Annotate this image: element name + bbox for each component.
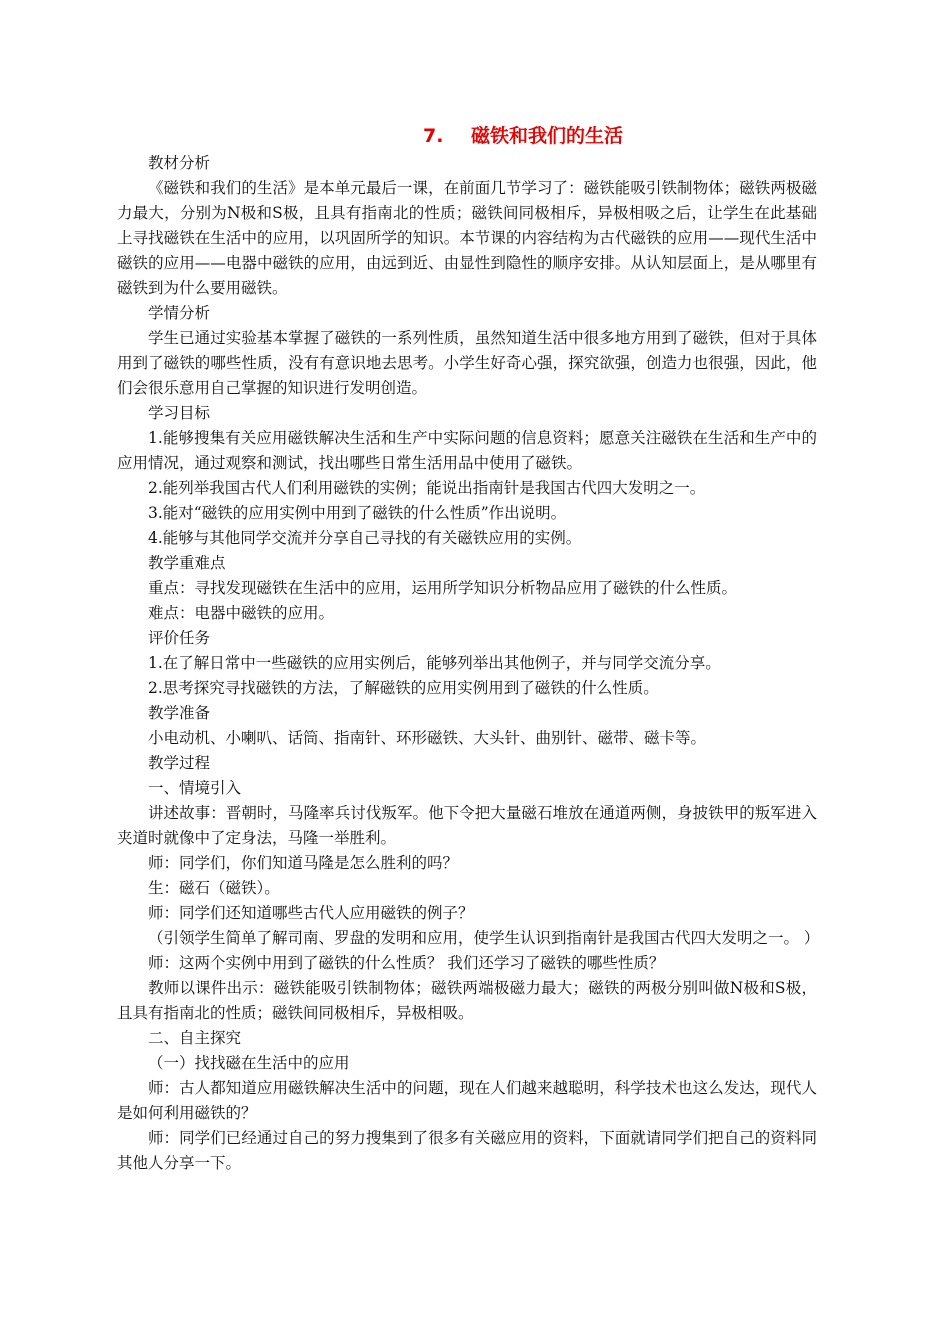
paragraph: 一、情境引入 <box>148 779 242 797</box>
paragraph: （引领学生简单了解司南、罗盘的发明和应用，使学生认识到指南针是我国古代四大发明之一。 ） <box>148 929 820 947</box>
paragraph: 教师以课件出示：磁铁能吸引铁制物体；磁铁两端极磁力最大；磁铁的两极分别叫做N极和S极，且具有指南北的性质；磁铁间同极相斥，异极相吸。 <box>117 979 817 1022</box>
paragraph: 1.能够搜集有关应用磁铁解决生活和生产中实际问题的信息资料；愿意关注磁铁在生活和生产中的应用情况，通过观察和测试，找出哪些日常生活用品中使用了磁铁。 <box>117 429 817 472</box>
section-heading: 教学过程 <box>148 754 211 772</box>
section-heading: 教学重难点 <box>148 554 226 572</box>
section-heading: 教学准备 <box>148 704 211 722</box>
paragraph: 师：同学们已经通过自己的努力搜集到了很多有关磁应用的资料，下面就请同学们把自己的资料同其他人分享一下。 <box>117 1129 817 1172</box>
paragraph: 小电动机、小喇叭、话筒、指南针、环形磁铁、大头针、曲别针、磁带、磁卡等。 <box>148 729 707 747</box>
paragraph: 师：这两个实例中用到了磁铁的什么性质？ 我们还学习了磁铁的哪些性质？ <box>148 954 665 972</box>
paragraph: 生：磁石（磁铁）。 <box>148 879 280 897</box>
paragraph: 4.能够与其他同学交流并分享自己寻找的有关磁铁应用的实例。 <box>148 529 582 547</box>
document-body <box>117 151 820 1176</box>
title-text: 磁铁和我们的生活 <box>471 125 624 147</box>
paragraph: 2.思考探究寻找磁铁的方法，了解磁铁的应用实例用到了磁铁的什么性质。 <box>148 679 659 697</box>
document-title <box>423 124 623 149</box>
paragraph: 讲述故事：晋朝时，马隆率兵讨伐叛军。他下令把大量磁石堆放在通道两侧，身披铁甲的叛军进入夹道时就像中了定身法，马隆一举胜利。 <box>117 804 817 847</box>
paragraph: 重点：寻找发现磁铁在生活中的应用，运用所学知识分析物品应用了磁铁的什么性质。 <box>148 579 738 597</box>
section-heading: 评价任务 <box>148 629 211 647</box>
paragraph: 学生已通过实验基本掌握了磁铁的一系列性质，虽然知道生活中很多地方用到了磁铁，但对于具体用到了磁铁的哪些性质，没有有意识地去思考。小学生好奇心强，探究欲强，创造力也很强，因此，他们会很乐意用自己掌握的知识进行发明创造。 <box>117 329 817 397</box>
title-number: 7. <box>423 125 444 147</box>
paragraph: 2.能列举我国古代人们利用磁铁的实例；能说出指南针是我国古代四大发明之一。 <box>148 479 706 497</box>
paragraph: 师：同学们，你们知道马隆是怎么胜利的吗？ <box>148 854 459 872</box>
paragraph: 《磁铁和我们的生活》是本单元最后一课，在前面几节学习了：磁铁能吸引铁制物体；磁铁两极磁力最大，分别为N极和S极，且具有指南北的性质；磁铁间同极相斥，异极相吸之后，让学生在此基础上寻找磁铁在生活中的应用，以巩固所学的知识。本节课的内容结构为古代磁铁的应用——现代生活中磁铁的应用——电器中磁铁的应用，由远到近、由显性到隐性的顺序安排。从认知层面上，是从哪里有磁铁到为什么要用磁铁。 <box>117 179 817 297</box>
section-heading: 学习目标 <box>148 404 211 422</box>
paragraph: 师：古人都知道应用磁铁解决生活中的问题，现在人们越来越聪明，科学技术也这么发达，现代人是如何利用磁铁的？ <box>117 1079 817 1122</box>
paragraph: 师：同学们还知道哪些古代人应用磁铁的例子？ <box>148 904 474 922</box>
paragraph: （一）找找磁在生活中的应用 <box>148 1054 350 1072</box>
section-heading: 教材分析 <box>148 154 211 172</box>
section-heading: 学情分析 <box>148 304 211 322</box>
paragraph: 3.能对“磁铁的应用实例中用到了磁铁的什么性质”作出说明。 <box>148 504 567 522</box>
paragraph: 二、自主探究 <box>148 1029 242 1047</box>
paragraph: 1.在了解日常中一些磁铁的应用实例后，能够列举出其他例子，并与同学交流分享。 <box>148 654 721 672</box>
paragraph: 难点：电器中磁铁的应用。 <box>148 604 335 622</box>
